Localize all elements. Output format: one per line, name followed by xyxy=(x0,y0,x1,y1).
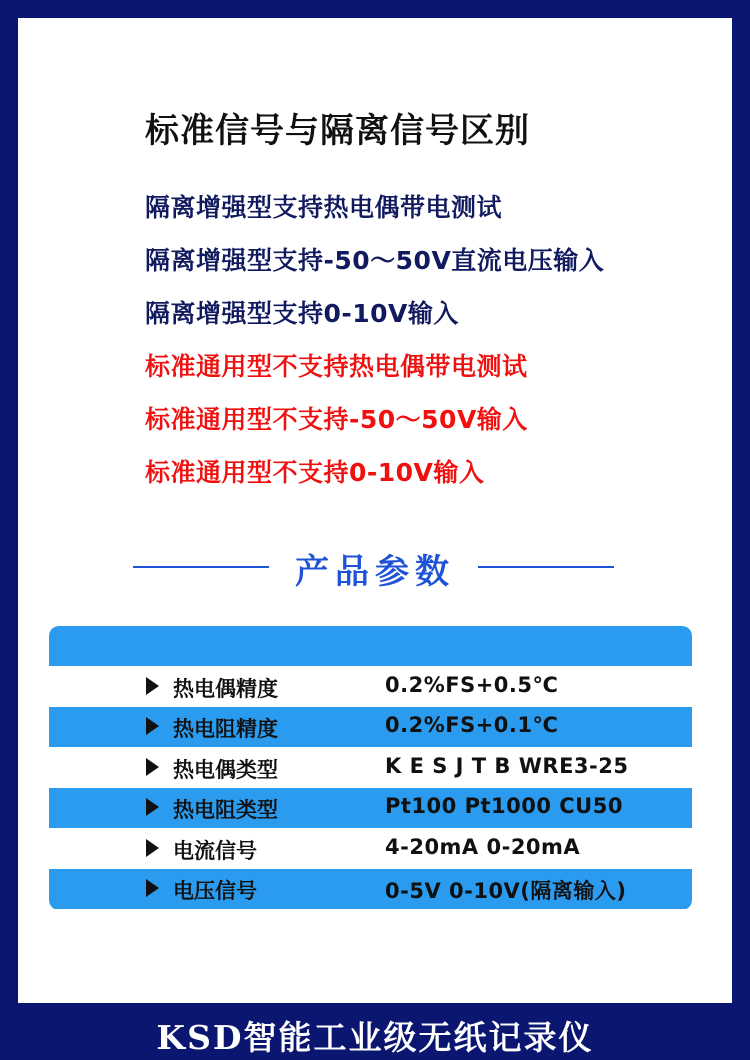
param-value: K E S J T B WRE3-25 xyxy=(385,754,629,778)
param-name: 电压信号 xyxy=(173,879,257,903)
feature-line-2: 隔离增强型支持-50～50V直流电压输入 xyxy=(145,246,605,275)
section-title: 产品参数 xyxy=(295,552,455,592)
triangle-bullet-icon xyxy=(146,677,159,695)
footer-product-name: KSD智能工业级无纸记录仪 xyxy=(156,1018,594,1057)
table-row xyxy=(49,667,692,707)
triangle-bullet-icon xyxy=(146,798,159,816)
table-header-bar xyxy=(49,626,692,666)
section-divider-right xyxy=(478,566,614,568)
param-name: 热电偶精度 xyxy=(173,677,278,701)
feature-line-3: 隔离增强型支持0-10V输入 xyxy=(145,299,459,328)
triangle-bullet-icon xyxy=(146,717,159,735)
feature-line-5: 标准通用型不支持-50～50V输入 xyxy=(145,405,528,434)
param-value: 0.2%FS+0.5℃ xyxy=(385,673,559,697)
param-value: 0-5V 0-10V(隔离输入) xyxy=(385,879,627,903)
params-table xyxy=(49,626,692,910)
table-row xyxy=(49,748,692,788)
page-title: 标准信号与隔离信号区别 xyxy=(145,111,530,151)
param-name: 热电偶类型 xyxy=(173,758,278,782)
feature-line-4: 标准通用型不支持热电偶带电测试 xyxy=(145,352,528,381)
triangle-bullet-icon xyxy=(146,839,159,857)
feature-line-6: 标准通用型不支持0-10V输入 xyxy=(145,458,485,487)
table-row xyxy=(49,788,692,828)
param-name: 热电阻精度 xyxy=(173,717,278,741)
param-name: 热电阻类型 xyxy=(173,798,278,822)
triangle-bullet-icon xyxy=(146,758,159,776)
param-value: Pt100 Pt1000 CU50 xyxy=(385,794,623,818)
param-value: 4-20mA 0-20mA xyxy=(385,835,581,859)
table-row xyxy=(49,869,692,909)
triangle-bullet-icon xyxy=(146,879,159,897)
feature-line-1: 隔离增强型支持热电偶带电测试 xyxy=(145,193,503,222)
param-value: 0.2%FS+0.1℃ xyxy=(385,713,559,737)
table-row xyxy=(49,829,692,869)
table-row xyxy=(49,707,692,747)
param-name: 电流信号 xyxy=(173,839,257,863)
